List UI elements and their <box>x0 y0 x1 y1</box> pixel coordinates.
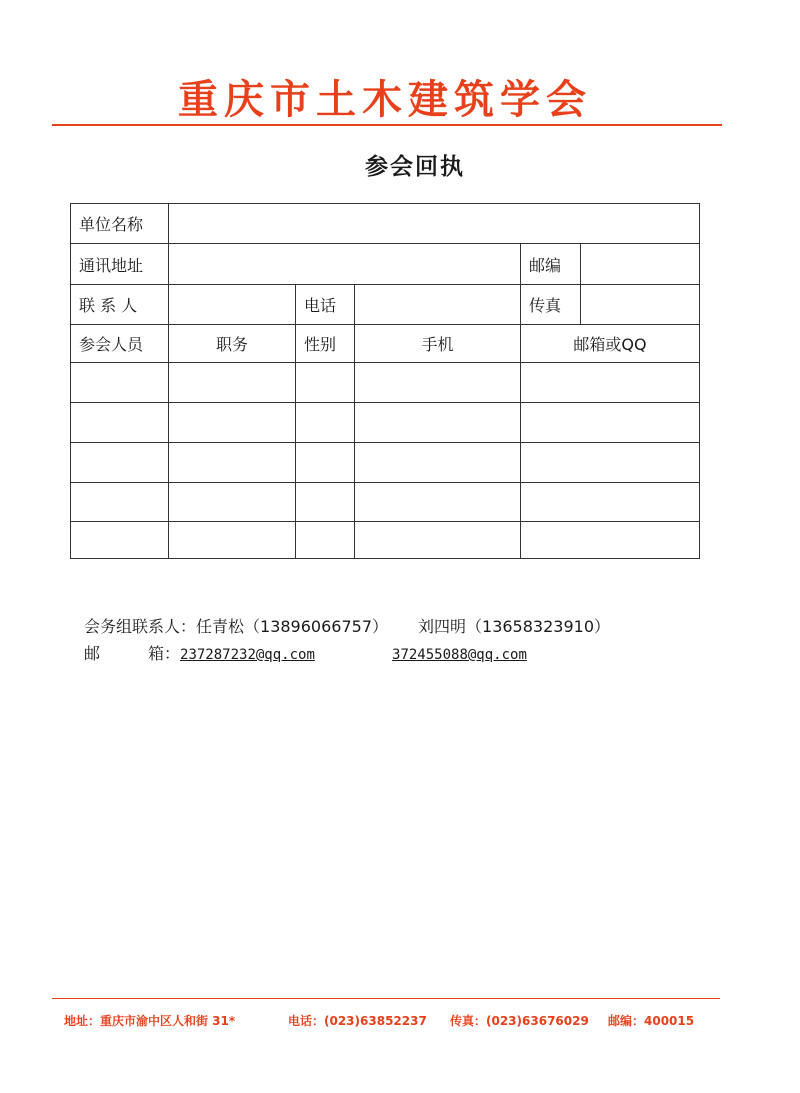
footer-phone: 电话：(023)63852237 <box>288 1014 427 1028</box>
address-label: 通讯地址 <box>71 244 169 285</box>
footer-address: 地址：重庆市渝中区人和街 31* <box>64 1014 236 1028</box>
attendee-row <box>71 403 700 443</box>
form-row-unit <box>71 204 700 244</box>
attendee-email-cell[interactable] <box>521 403 700 443</box>
attendee-row <box>71 363 700 403</box>
attendee-name-cell[interactable] <box>71 443 169 483</box>
attendee-mobile-cell[interactable] <box>355 483 521 522</box>
footer-postcode: 邮编：400015 <box>608 1014 695 1028</box>
attendee-position-cell[interactable] <box>169 403 296 443</box>
fax-field[interactable] <box>581 285 700 325</box>
attendee-gender-cell[interactable] <box>296 403 355 443</box>
footer-divider <box>52 998 720 999</box>
address-field[interactable] <box>169 244 521 285</box>
col-email-qq: 邮箱或QQ <box>521 325 700 363</box>
attendee-name-cell[interactable] <box>71 363 169 403</box>
header-divider <box>52 124 722 126</box>
unit-name-label: 单位名称 <box>71 204 169 244</box>
attendee-mobile-cell[interactable] <box>355 522 521 559</box>
contact-person-field[interactable] <box>169 285 296 325</box>
email-line <box>84 641 527 664</box>
attendee-name-cell[interactable] <box>71 522 169 559</box>
contact-email-2[interactable]: 372455088@qq.com <box>392 647 527 663</box>
attendee-gender-cell[interactable] <box>296 443 355 483</box>
attendee-gender-cell[interactable] <box>296 363 355 403</box>
form-row-address <box>71 244 700 285</box>
attendee-row <box>71 522 700 559</box>
contact-person-2: 刘四明（13658323910） <box>418 617 610 636</box>
contact-label: 会务组联系人： <box>84 617 197 636</box>
attendee-position-cell[interactable] <box>169 483 296 522</box>
col-attendee: 参会人员 <box>71 325 169 363</box>
postcode-field[interactable] <box>581 244 700 285</box>
contact-line <box>84 614 610 637</box>
col-gender: 性别 <box>296 325 355 363</box>
attendee-email-cell[interactable] <box>521 363 700 403</box>
phone-field[interactable] <box>355 285 521 325</box>
contact-person-1: 任青松（13896066757） <box>196 617 388 636</box>
attendee-email-cell[interactable] <box>521 443 700 483</box>
attendee-mobile-cell[interactable] <box>355 443 521 483</box>
attendee-name-cell[interactable] <box>71 483 169 522</box>
attendee-email-cell[interactable] <box>521 522 700 559</box>
attendee-row <box>71 443 700 483</box>
registration-form-table <box>70 203 700 559</box>
unit-name-field[interactable] <box>169 204 700 244</box>
attendee-gender-cell[interactable] <box>296 483 355 522</box>
email-label: 邮 箱： <box>84 644 181 663</box>
fax-label: 传真 <box>521 285 581 325</box>
form-row-contact <box>71 285 700 325</box>
postcode-label: 邮编 <box>521 244 581 285</box>
attendee-position-cell[interactable] <box>169 443 296 483</box>
attendee-name-cell[interactable] <box>71 403 169 443</box>
attendee-position-cell[interactable] <box>169 522 296 559</box>
attendee-gender-cell[interactable] <box>296 522 355 559</box>
attendee-header-row <box>71 325 700 363</box>
footer-fax: 传真：(023)63676029 <box>450 1014 589 1028</box>
contact-person-label: 联 系 人 <box>71 285 169 325</box>
col-mobile: 手机 <box>355 325 521 363</box>
attendee-mobile-cell[interactable] <box>355 403 521 443</box>
document-title: 参会回执 <box>365 154 465 180</box>
col-position: 职务 <box>169 325 296 363</box>
attendee-email-cell[interactable] <box>521 483 700 522</box>
phone-label: 电话 <box>296 285 355 325</box>
attendee-position-cell[interactable] <box>169 363 296 403</box>
attendee-row <box>71 483 700 522</box>
attendee-mobile-cell[interactable] <box>355 363 521 403</box>
contact-email-1[interactable]: 237287232@qq.com <box>180 647 315 663</box>
org-name: 重庆市土木建筑学会 <box>178 76 592 123</box>
